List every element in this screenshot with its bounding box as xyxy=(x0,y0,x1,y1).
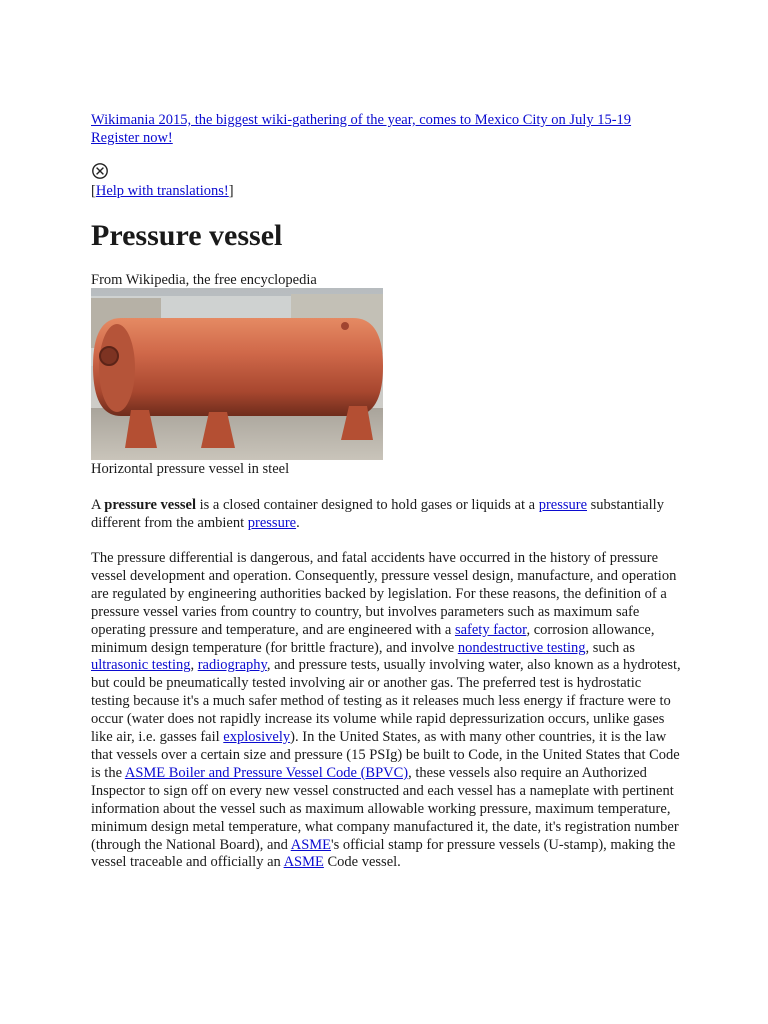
text: . xyxy=(296,514,300,531)
site-notice-banner xyxy=(91,111,691,147)
radiography-link[interactable]: radiography xyxy=(197,657,267,674)
text: The pressure differential is dangerous, and fatal accidents have occurred in the history of pressure vessel development and operation. Consequently, pressure vessel design, manufacture, and operation are regulated by engineering authorities backed by legislation. For these reasons, the definition of a pressure vessel varies from country to country, but involves parameters such as maximum safe operating pressure and temperature, and are engineered with a xyxy=(91,550,677,638)
bracket-close: ] xyxy=(228,183,234,199)
text: is a closed container designed to hold gases or liquids at a xyxy=(196,497,539,513)
text: A xyxy=(91,497,105,513)
pressure-link-2[interactable]: pressure xyxy=(247,514,297,531)
text: Code vessel. xyxy=(323,854,401,871)
text: , and pressure tests, usually involving water, also known as a hydrotest, but could be pneumatically tested involving air or another gas. The preferred test is hydrostatic testing because it's a much safer method of testing as it releases much less energy if fracture were to occur (water does not rapidly increase its volume while rapid depressurization occurs, unlike gases like air, i.e. gasses fail xyxy=(91,657,681,746)
asme-link[interactable]: ASME xyxy=(290,836,332,853)
body-paragraph xyxy=(91,550,681,872)
text: substantially different from the ambient xyxy=(91,497,664,531)
figure-caption: Horizontal pressure vessel in steel xyxy=(91,461,290,477)
text: , corrosion allowance, minimum design temperature (for brittle fracture), and involve xyxy=(91,621,655,656)
ultrasonic-testing-link[interactable]: ultrasonic testing xyxy=(91,657,191,674)
text: , such as xyxy=(585,639,636,656)
explosively-link[interactable]: explosively xyxy=(223,729,291,746)
text: ). In the United States, as with many other countries, it is the law that vessels over a certain size and pressure (15 PSIg) be built to Code, in the United States that Code is the xyxy=(91,729,680,781)
asme-link-2[interactable]: ASME xyxy=(283,854,324,871)
text: , these vessels also require an Authorized Inspector to sign off on every new vessel constructed and each vessel has a nameplate with pertinent information about the vessel such as maximum allowable working pressure, maximum temperature, minimum design metal temperature, what company manufactured it, the date, it's registration number (through the National Board), and xyxy=(91,764,679,853)
register-now-link[interactable]: Register now! xyxy=(91,130,173,146)
site-tagline: From Wikipedia, the free encyclopedia xyxy=(91,272,317,288)
bold-term: pressure vessel xyxy=(104,497,196,513)
close-circle-icon[interactable] xyxy=(91,162,109,180)
safety-factor-link[interactable]: safety factor xyxy=(454,621,527,638)
page-title: Pressure vessel xyxy=(91,219,283,252)
bracket-open: [ xyxy=(91,183,96,199)
pressure-vessel-photo[interactable] xyxy=(91,288,383,460)
text: 's official stamp for pressure vessels (U-stamp), making the vessel traceable and officially an xyxy=(91,836,676,871)
pressure-link[interactable]: pressure xyxy=(538,497,588,513)
nondestructive-testing-link[interactable]: nondestructive testing xyxy=(457,639,586,656)
intro-paragraph xyxy=(91,497,681,533)
text: , xyxy=(190,657,198,674)
help-translations-link[interactable]: Help with translations! xyxy=(95,183,229,199)
help-translations xyxy=(91,182,234,200)
wikimania-banner-link[interactable]: Wikimania 2015, the biggest wiki-gathering of the year, comes to Mexico City on July 15-19 xyxy=(91,112,632,128)
asme-bpvc-link[interactable]: ASME Boiler and Pressure Vessel Code (BPVC) xyxy=(124,764,409,781)
